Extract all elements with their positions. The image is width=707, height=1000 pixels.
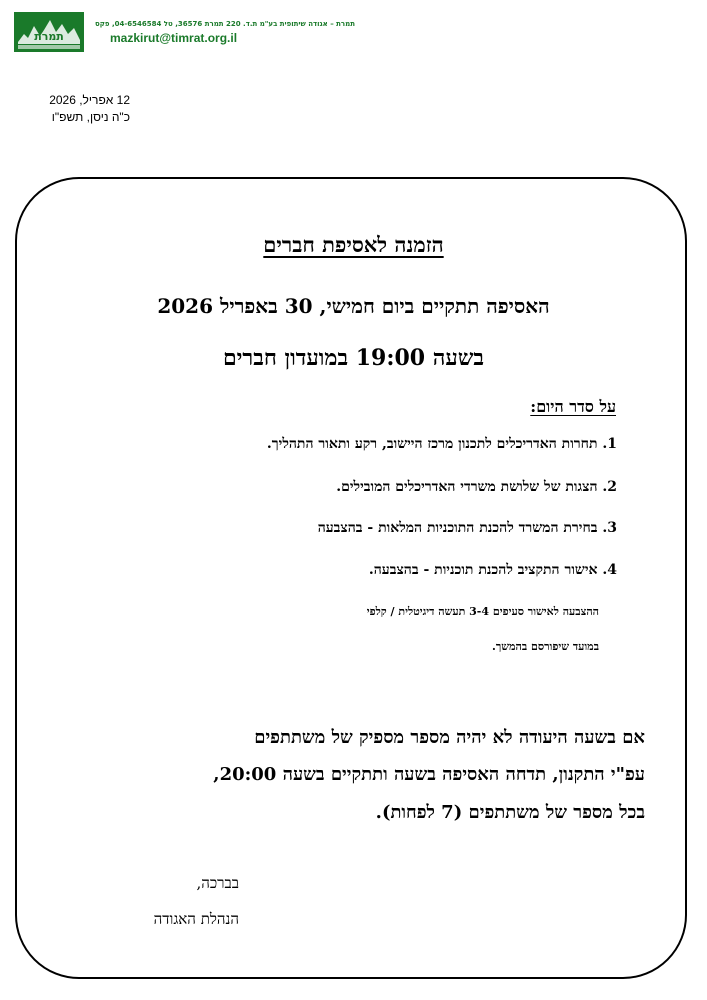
- invitation-title: הזמנה לאסיפת חברים: [263, 232, 444, 257]
- meeting-date-line: האסיפה תתקיים ביום חמישי, 30 באפריל 2026: [157, 294, 550, 318]
- signature-greeting: בברכה,: [196, 874, 239, 892]
- quorum-line: בכל מספר של משתתפים (7 לפחות).: [375, 802, 645, 823]
- agenda-title: על סדר היום:: [530, 397, 616, 416]
- agenda-item: 1. תחרות האדריכלים לתכנון מרכז היישוב, רקע ותאור התהליך.: [266, 436, 617, 452]
- header-address: תמרת – אגודה שיתופית בע"מ ת.ד. 220 תמרת 36576, טל 04-6546584, פקס: [95, 20, 355, 28]
- vote-note: ההצבעה לאישור סעיפים 3-4 תעשה דיגיטלית / קלפי: [366, 605, 599, 618]
- quorum-line: עפ"י התקנון, תדחה האסיפה בשעה ותתקיים בשעה 20:00,: [213, 764, 645, 785]
- signature-signer: הנהלת האגודה: [153, 910, 239, 928]
- meeting-time-line: בשעה 19:00 במועדון חברים: [222, 345, 485, 371]
- vote-note: במועד שיפורסם בהמשך.: [492, 640, 599, 653]
- agenda-item: 2. הצגות של שלושת משרדי האדריכלים המובילים.: [336, 479, 617, 495]
- header-email: mazkirut@timrat.org.il: [110, 31, 238, 45]
- agenda-item: 3. בחירת המשרד להכנת התוכניות המלאות - בהצבעה: [317, 520, 617, 536]
- date-gregorian: 12 אפריל, 2026: [49, 93, 130, 107]
- agenda-item: 4. אישור התקציב להכנת תוכניות - בהצבעה.: [368, 562, 617, 578]
- quorum-line: אם בשעה היעודה לא יהיה מספר מספיק של משתתפים: [254, 727, 645, 748]
- date-hebrew: כ"ה ניסן, תשפ"ו: [51, 110, 130, 124]
- logo-text: תמרת: [34, 30, 64, 43]
